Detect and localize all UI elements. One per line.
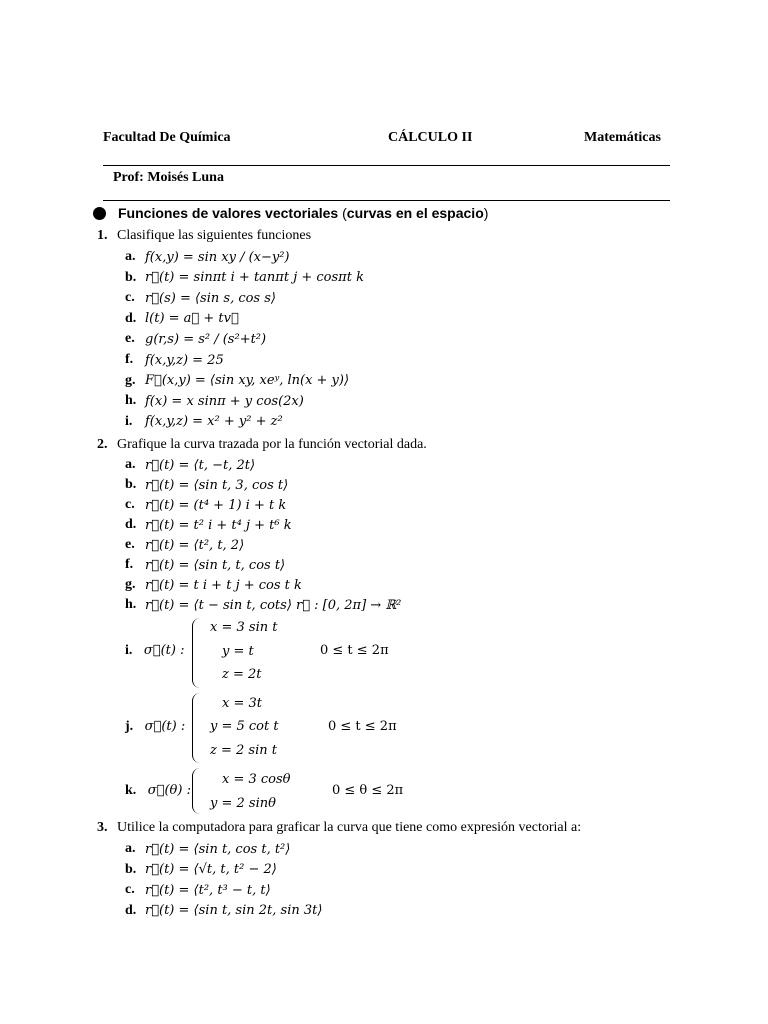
- system-i: [125, 643, 184, 659]
- brace-icon: [192, 768, 201, 814]
- professor-name: Prof: Moisés Luna: [113, 170, 224, 185]
- list-item: [125, 882, 271, 898]
- header-rule-bottom: [103, 200, 670, 201]
- list-item: [125, 414, 283, 430]
- item-label: i.: [125, 643, 133, 658]
- item-label: d.: [125, 902, 137, 918]
- question-number: 1.: [97, 228, 108, 243]
- item-label: e.: [125, 537, 135, 552]
- question-text: Utilice la computadora para graficar la curva que tiene como expresión vectorial a:: [117, 820, 582, 835]
- bullet-icon: [93, 207, 106, 220]
- system-head: σ⃗(t) :: [143, 643, 185, 658]
- equation: x = 3 sin t: [210, 620, 278, 635]
- list-item: [125, 331, 266, 347]
- list-item: [125, 841, 290, 857]
- item-label: c.: [125, 882, 135, 898]
- list-item: [125, 352, 224, 368]
- item-expression: r⃗(t) = sinπt i + tanπt j + cosπt k: [145, 270, 364, 286]
- item-expression: g(r,s) = s² / (s²+t²): [145, 331, 267, 347]
- item-expression: f(x,y,z) = 25: [145, 352, 224, 368]
- item-label: k.: [125, 783, 137, 798]
- item-expression: r⃗(t) = ⟨t, −t, 2t⟩: [145, 457, 256, 473]
- item-expression: r⃗(t) = ⟨sin t, cos t, t²⟩: [145, 841, 291, 857]
- equation: y = 5 cot t: [210, 719, 279, 734]
- list-item: [125, 517, 292, 533]
- item-label: h.: [125, 393, 137, 409]
- question-number: 2.: [97, 437, 108, 452]
- list-item: [125, 537, 244, 553]
- item-expression: r⃗(t) = ⟨t², t³ − t, t⟩: [145, 882, 271, 898]
- item-label: a.: [125, 841, 136, 856]
- list-item: [125, 497, 286, 513]
- item-label: d.: [125, 517, 137, 532]
- list-item: [125, 373, 349, 389]
- course-title: CÁLCULO II: [388, 130, 473, 145]
- item-label: a.: [125, 457, 136, 472]
- list-item: [125, 477, 288, 493]
- parameter-range: 0 ≤ θ ≤ 2π: [332, 783, 404, 798]
- question-number: 3.: [97, 820, 108, 835]
- item-label: h.: [125, 597, 137, 612]
- equation: x = 3 cosθ: [222, 772, 291, 787]
- equation: x = 3t: [222, 696, 262, 711]
- item-expression: l(t) = a⃗ + tv⃗: [145, 311, 239, 327]
- list-item: [125, 393, 304, 409]
- item-label: b.: [125, 861, 137, 877]
- item-expression: r⃗(t) = t i + t j + cos t k: [145, 577, 302, 593]
- item-expression: f(x,y,z) = x² + y² + z²: [145, 414, 283, 430]
- equation: y = 2 sinθ: [210, 796, 276, 811]
- item-expression: f(x,y) = sin xy / (x−y²): [145, 249, 290, 265]
- department-name: Matemáticas: [584, 130, 661, 145]
- item-label: g.: [125, 577, 136, 592]
- section-paren-close: ): [483, 205, 489, 221]
- item-label: c.: [125, 497, 135, 512]
- item-label: j.: [125, 719, 134, 734]
- equation: z = 2t: [222, 667, 262, 682]
- list-item: [125, 290, 276, 306]
- parameter-range: 0 ≤ t ≤ 2π: [320, 643, 389, 658]
- item-label: b.: [125, 269, 137, 285]
- item-label: f.: [125, 557, 134, 572]
- item-label: c.: [125, 290, 135, 306]
- system-head: σ⃗(t) :: [144, 719, 186, 734]
- item-expression: r⃗(t) = ⟨t², t, 2⟩: [145, 537, 245, 553]
- section-title: [93, 205, 488, 221]
- item-label: d.: [125, 310, 137, 326]
- list-item: [125, 577, 302, 593]
- item-expression: r⃗(t) = ⟨sin t, sin 2t, sin 3t⟩: [145, 903, 323, 919]
- item-expression: r⃗(t) = (t⁴ + 1) i + t k: [145, 497, 287, 513]
- section-title-b: curvas en el espacio: [346, 205, 484, 221]
- equation: z = 2 sin t: [210, 743, 277, 758]
- section-paren-open: (: [338, 205, 347, 221]
- system-head: σ⃗(θ) :: [147, 783, 191, 798]
- list-item: [125, 270, 364, 286]
- brace-icon: [192, 618, 201, 688]
- item-label: b.: [125, 477, 137, 492]
- system-k: [125, 783, 191, 799]
- question-3: [97, 820, 581, 836]
- parameter-range: 0 ≤ t ≤ 2π: [328, 719, 397, 734]
- section-title-a: Funciones de valores vectoriales: [118, 205, 339, 221]
- item-label: a.: [125, 249, 136, 264]
- item-expression: r⃗(t) = t² i + t⁴ j + t⁶ k: [145, 517, 292, 533]
- item-expression: F⃗(x,y) = ⟨sin xy, xeʸ, ln(x + y)⟩: [145, 373, 350, 389]
- list-item: [125, 249, 290, 265]
- system-j: [125, 719, 185, 735]
- item-expression: r⃗(s) = ⟨sin s, cos s⟩: [145, 290, 276, 306]
- list-item: [125, 457, 255, 473]
- list-item: [125, 311, 239, 327]
- question-text: Clasifique las siguientes funciones: [117, 228, 312, 243]
- item-label: f.: [125, 352, 134, 367]
- item-label: i.: [125, 413, 133, 429]
- list-item: [125, 557, 285, 573]
- item-expression: r⃗(t) = ⟨√t, t, t² − 2⟩: [145, 862, 277, 878]
- item-expression: r⃗(t) = ⟨sin t, t, cos t⟩: [145, 557, 286, 573]
- list-item: [125, 597, 401, 613]
- list-item: [125, 862, 277, 878]
- item-expression: r⃗(t) = ⟨t − sin t, cots⟩ r⃗ : [0, 2π] → ℝ²: [145, 597, 402, 613]
- header-rule-top: [103, 165, 670, 166]
- list-item: [125, 903, 322, 919]
- question-text: Grafique la curva trazada por la función vectorial dada.: [117, 437, 427, 452]
- brace-icon: [192, 693, 201, 763]
- question-2: [97, 437, 427, 453]
- item-expression: f(x) = x sinπ + y cos(2x): [145, 393, 304, 409]
- item-expression: r⃗(t) = ⟨sin t, 3, cos t⟩: [145, 477, 289, 493]
- equation: y = t: [222, 644, 254, 659]
- question-1: [97, 228, 311, 244]
- item-label: g.: [125, 372, 136, 388]
- faculty-name: Facultad De Química: [103, 130, 231, 145]
- item-label: e.: [125, 331, 135, 347]
